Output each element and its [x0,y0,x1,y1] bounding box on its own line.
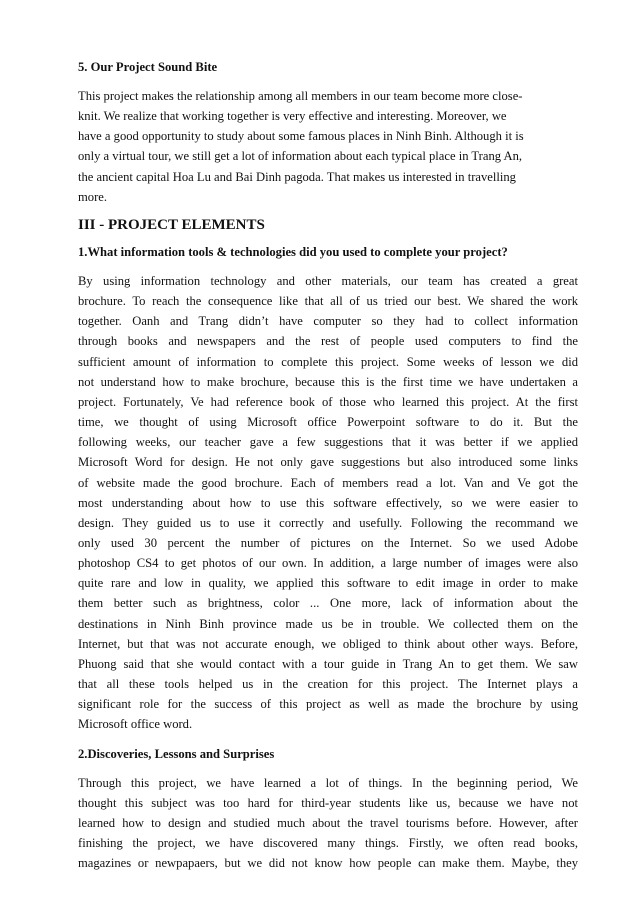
paragraph-line: thought this subject was too hard for third-year students like us, because we have not [78,795,578,810]
paragraph-line: significant role for the success of this project as well as made the brochure by using [78,697,578,712]
section-heading: III - PROJECT ELEMENTS [78,216,265,233]
paragraph-line: Microsoft office word. [78,717,193,732]
question1-paragraph [78,271,578,735]
paragraph-line: that all these tools helped us in the creation for this project. The Internet plays a [78,677,578,692]
paragraph-line: Internet, but that was not accurate enough, we obliged to think about other ways. Before, [78,636,578,651]
question2-heading: 2.Discoveries, Lessons and Surprises [78,746,275,761]
paragraph-line: them better such as brightness, color ... One more, lack of information about the [78,596,578,611]
paragraph-line: together. Oanh and Trang didn’t have computer so they had to collect information [78,314,578,329]
paragraph-line: Through this project, we have learned a lot of things. In the beginning period, We [78,775,578,790]
paragraph-line: destinations in Ninh Binh province made us be in trouble. We collected them on the [78,616,578,631]
paragraph-line: Phuong said that she would contact with a tour guide in Trang An to get them. We saw [78,656,578,671]
paragraph-line: of website made the good brochure. Each of members read a lot. Van and Ve got the [78,475,578,490]
sound-bite-heading: 5. Our Project Sound Bite [78,60,218,74]
paragraph-line: quite rare and low in quality, we applied this software to edit image in order to make [78,576,578,591]
paragraph-line: the ancient capital Hoa Lu and Bai Dinh pagoda. That makes us interested in travelling [78,169,516,184]
paragraph-line: through books and newspapers and the rest of people used computers to find the [78,334,578,349]
paragraph-line: project. Fortunately, Ve had reference book of those who learned this project. At the first [78,394,578,409]
paragraph-line: following weeks, our teacher gave a few suggestions that it was better if we applied [78,435,578,450]
paragraph-line: most understanding about how to use this software effectively, so we were easier to [78,495,578,510]
paragraph-line: brochure. To reach the consequence like that all of us tried our best. We shared the work [78,294,578,309]
paragraph-line: learned how to design and studied much about the travel tourisms before. However, after [78,815,578,830]
document-page [78,57,578,873]
paragraph-line: photoshop CS4 to get photos of our own. In addition, a large number of images were also [78,556,578,571]
paragraph-line: more. [78,189,108,204]
paragraph-line: time, we thought of using Microsoft office Powerpoint software to do it. But the [78,415,578,430]
paragraph-line: This project makes the relationship among all members in our team become more close- [78,89,523,103]
paragraph-line: not understand how to make brochure, because this is the first time we have undertaken a [78,374,578,389]
question2-paragraph [78,773,578,874]
paragraph-line: design. They guided us to use it correctly and usefully. Following the recommand we [78,515,578,530]
paragraph-line: sufficient amount of information to complete this project. Some weeks of lesson we did [78,354,578,369]
question1-heading: 1.What information tools & technologies did you used to complete your project? [78,244,508,259]
paragraph-line: only a virtual tour, we still get a lot of information about each typical place in Trang An, [78,149,523,164]
paragraph-line: magazines or newpapaers, but we did not know how people can make them. Maybe, they [78,856,578,871]
sound-bite-paragraph [78,86,578,207]
paragraph-line: By using information technology and other materials, our team has created a great [78,273,578,288]
paragraph-line: only used 30 percent the number of pictures on the Internet. So we used Adobe [78,535,578,550]
paragraph-line: finishing the project, we have discovered many things. Firstly, we often read books, [78,836,578,850]
paragraph-line: have a good opportunity to study about some famous places in Ninh Binh. Although it is [78,129,524,144]
paragraph-line: knit. We realize that working together is very effective and interesting. Moreover, we [78,109,507,124]
paragraph-line: Microsoft Word for design. He not only gave suggestions but also introduced some links [78,455,578,470]
